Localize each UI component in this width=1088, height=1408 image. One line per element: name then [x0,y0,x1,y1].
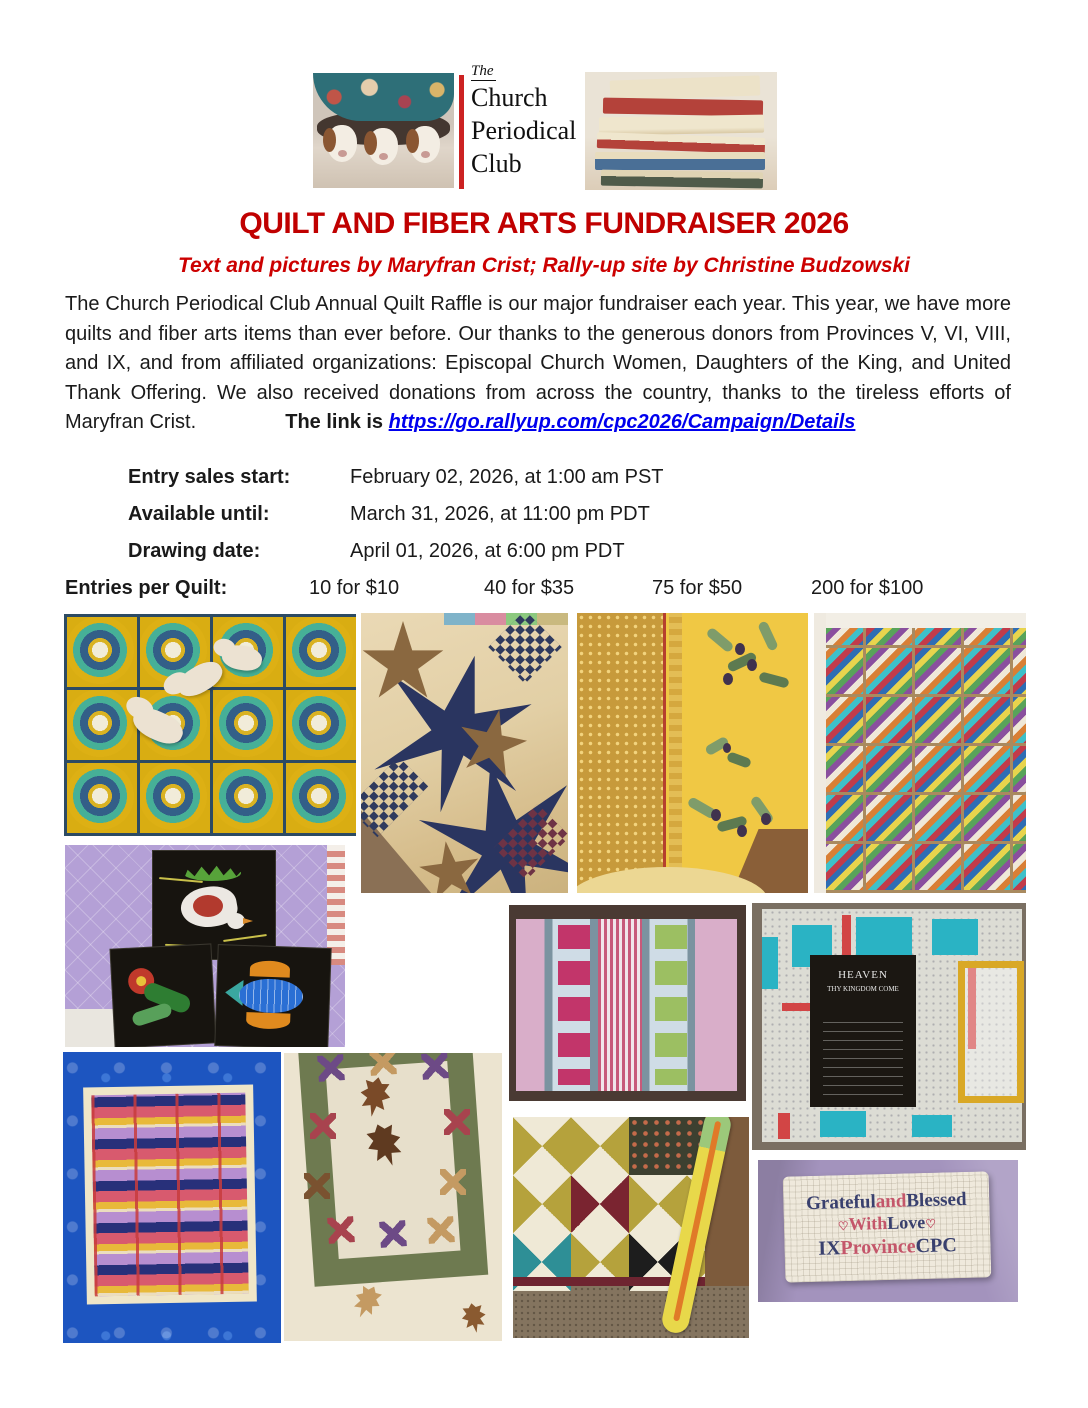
logo-word-club: Club [471,149,522,178]
berry-block-column [558,925,590,1085]
scrappy-string-quilt-photo [814,613,1026,893]
olive-leaf-shape [726,751,752,769]
entries-per-quilt-label: Entries per Quilt: [65,577,228,599]
prayer-text-heaven: HEAVEN [838,969,888,981]
drawing-date-value: April 01, 2026, at 6:00 pm PDT [350,540,625,562]
star-quilt-photo [361,613,568,893]
olive-shape [737,825,747,837]
logo-word-periodical: Periodical [471,116,577,145]
x-block-shape [310,1113,336,1139]
yellow-frame-shape [958,961,1024,1103]
book-shape [601,170,763,189]
x-block-shape [444,1109,470,1135]
books-photo [585,72,777,190]
logo-divider [459,75,464,189]
olive-shape [711,809,721,821]
grateful-quilt-photo [758,1160,1018,1302]
teal-block-shape [820,1111,866,1137]
prayer-panel [810,955,916,1107]
x-block-shape [427,1216,455,1244]
olive-shape [747,659,757,671]
puppy-face-shape [410,126,440,163]
signature-fabric-shape [762,909,1022,1142]
book-shape [595,152,765,170]
checker-chain-shape [361,757,428,838]
word-and: and [875,1190,907,1213]
teal-block-shape [762,937,778,989]
heart-icon: ♡ [837,1219,849,1234]
quilt-center-shape [83,1085,257,1305]
teal-block-shape [912,1115,952,1137]
entry-sales-start-value: February 02, 2026, at 1:00 am PST [350,466,664,488]
rallyup-link[interactable]: https://go.rallyup.com/cpc2026/Campaign/Details [388,411,856,434]
word-ix: IX [817,1237,841,1260]
page-subtitle: Text and pictures by Maryfran Crist; Rally-up site by Christine Budzowski [177,254,911,277]
prayer-scripture-lines [823,1019,904,1095]
book-shape [597,132,765,154]
background-fabric-shape [444,613,568,625]
available-until-value: March 31, 2026, at 11:00 pm PDT [350,503,650,525]
patterned-band-shape [577,613,666,893]
x-block-shape [327,1216,355,1244]
embroidery-line-shape [223,934,267,942]
teal-block-shape [932,919,978,955]
rail-fence-blocks-shape [91,1093,248,1297]
intro-paragraph [65,290,1011,438]
oak-leaf-shape [348,1281,386,1323]
price-option-2: 40 for $35 [484,577,575,599]
link-label: The link is [285,411,384,434]
book-shape [610,75,761,100]
patterned-band-shape [669,613,682,893]
olive-leaf-shape [757,620,779,651]
club-logo [471,62,601,180]
fish-fin-shape [250,960,291,977]
teddy-bear-shape [173,656,228,703]
pinwheel-block-shape [571,1175,629,1233]
heart-icon: ♡ [925,1216,937,1232]
crest-shape [183,865,241,881]
blue-geometric-quilt-photo [63,1052,281,1343]
olive-shape [735,643,745,655]
teddy-bear-shape [220,643,264,674]
intro-text: The Church Periodical Club Annual Quilt Raffle is our major fundraiser each year. This year, we have more quilts and fiber arts items than ever before. Our thanks to the generous donors from Provinces V, VI, VIII, and IX, and from affiliated organizations: Episcopal Church Women, Daughters of the King, and United Thank Offering. We also received donations from across the country, thanks to the tireless efforts of Maryfran Crist. [65,293,1011,434]
price-option-4: 200 for $100 [811,577,924,599]
logo-word-church: Church [471,83,548,112]
available-until-label: Available until: [128,503,270,525]
drawing-date-label: Drawing date: [128,540,261,562]
swan-wing-shape [193,895,223,917]
price-option-3: 75 for $50 [652,577,743,599]
fish-body-shape [238,978,303,1014]
brown-star-shape [361,621,445,705]
x-block-shape [317,1054,345,1082]
berries-quilt-photo [509,905,746,1101]
stitched-line-3 [784,1232,991,1262]
x-block-shape [421,1053,449,1080]
price-option-1: 10 for $10 [309,577,400,599]
swan-head-shape [227,913,245,929]
olive-shape [761,813,771,825]
logo-word-the: The [471,63,494,79]
prayer-quilt-photo [752,903,1026,1150]
leaf-shape [131,1002,173,1028]
olive-leaf-shape [705,627,734,654]
olive-shape [723,673,733,685]
puppies-photo [313,73,454,188]
oak-leaf-quilt-photo [284,1053,502,1341]
word-grateful: Grateful [805,1191,877,1215]
word-blessed: Blessed [906,1188,967,1212]
teddy-bear-shape [129,702,188,749]
x-block-shape [369,1053,397,1076]
bed-sheet-shape [814,613,826,893]
fish-fin-shape [246,1012,291,1030]
entry-sales-start-label: Entry sales start: [128,466,291,488]
puppy-face-shape [368,128,398,165]
bed-sheet-shape [814,613,1026,628]
word-love: Love [886,1212,926,1234]
x-block-shape [379,1220,407,1248]
granny-square-blanket-photo [64,614,356,836]
fish-panel [215,945,330,1047]
carpet-shape [513,1286,749,1338]
page-title: QUILT AND FIBER ARTS FUNDRAISER 2026 [239,207,849,240]
cross-stitch-panel [783,1171,992,1282]
word-province: Province [840,1235,916,1260]
mola-quilt-photo [65,845,345,1047]
puppy-face-shape [327,125,357,162]
pinwheel-quilt-photo [513,1117,749,1338]
prayer-text-kingdom: THY KINGDOM COME [827,985,899,993]
olive-shape [723,743,731,753]
quilt-bands-shape [516,919,737,1091]
swan-panel [153,851,275,959]
striped-fabric-shape [327,845,345,965]
book-shape [603,98,763,117]
x-block-shape [304,1173,330,1199]
red-strip-shape [778,1113,790,1139]
olive-quilt-photo [577,613,808,893]
quilt-edge-shape [313,73,454,121]
flower-panel [111,944,216,1047]
grape-block-column [655,925,687,1085]
olive-leaf-shape [758,671,790,688]
word-with: With [848,1213,888,1235]
word-cpc: CPC [915,1234,958,1258]
stripe-band-shape [598,919,642,1091]
x-block-shape [440,1169,466,1195]
oak-leaf-shape [460,1301,489,1335]
